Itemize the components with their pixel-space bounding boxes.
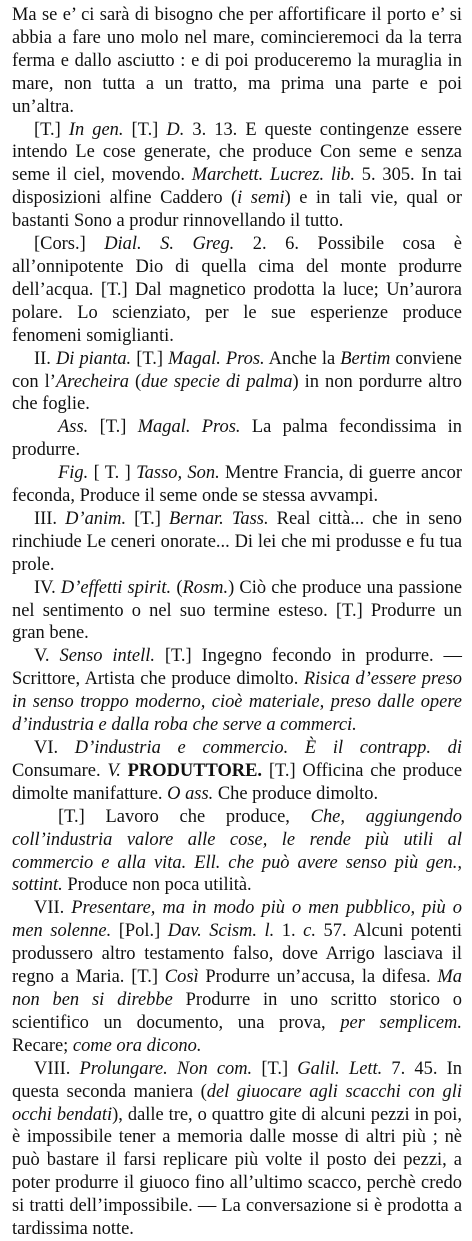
text-segment: Risica d’essere preso in senso troppo moderno, cioè materiale, preso dalle opere d’industria e dalla roba che serve a commerci. — [12, 668, 462, 735]
text-segment: ( — [128, 370, 142, 391]
text-segment: [T.] Officina che produce dimolte manifatture. — [12, 759, 462, 803]
text-segment: VIII. — [34, 1057, 80, 1078]
text-segment: Di pianta. — [55, 347, 132, 368]
text-segment: Ma se e’ ci sarà di bisogno che per affortificare il porto e’ si abbia a fare uno molo nel mare, comincieremoci da la terra ferma e dallo asciutto : e di poi produceremo la muraglia in mare, non tutta a un tratto, ma prima una parte e poi un’altra. — [12, 4, 462, 116]
entry-paragraph — [12, 118, 462, 233]
text-segment: Tasso, Son. — [136, 462, 220, 483]
entry-paragraph — [12, 805, 462, 897]
entry-paragraph — [12, 896, 462, 1056]
text-segment: Produce non poca utilità. — [62, 874, 252, 895]
text-segment: PRODUTTORE. — [120, 759, 263, 780]
text-segment: [T.] Lavoro che produce, — [58, 805, 311, 826]
text-segment: Galil. Lett. — [297, 1057, 383, 1078]
text-segment: Consumare. — [12, 759, 108, 780]
text-segment: Rosm. — [182, 576, 229, 597]
text-segment: Produrre un’accusa, la difesa. — [198, 966, 438, 987]
entry-paragraph — [12, 232, 462, 347]
text-segment: V. — [107, 759, 121, 780]
text-segment: Anche la — [264, 347, 341, 368]
text-segment: [T.] Ingegno fecondo in produrre. — Scrittore, Artista che produce dimolto. — [12, 645, 462, 689]
text-segment: La palma fecondissima in produrre. — [12, 416, 462, 460]
text-segment: II. — [34, 347, 56, 368]
text-segment: Dial. S. Greg. — [104, 233, 235, 254]
text-segment: ), dalle tre, o quattro gite di alcuni pezzi in poi, è impossibile tener a memoria dalle mosse di altri più ; nè può bastare il farsi replicare più volte il posto dei pezzi, a poter produrre il giuoco fino all’ultimo scacco, perchè credo si tratti dell’impossibile. — La conversazione si è prodotta a tardissima notte. — [12, 1103, 462, 1239]
text-segment: Magal. Pros. — [168, 347, 265, 368]
text-segment: Così — [164, 966, 199, 987]
text-segment: ) Ciò che produce una passione nel sentimento o nel suo termine esteso. [T.] Produrre un gran bene. — [12, 576, 462, 643]
text-segment: Bernar. Tass. — [168, 507, 269, 528]
text-segment: Mentre Francia, di guerre ancor feconda, Produce il seme onde se stessa avvampi. — [12, 462, 462, 506]
text-segment: 57. Alcuni potenti produssero altro testamento falso, dove Arrigo lasciava il regno a Maria. [T.] — [12, 920, 463, 987]
text-segment: due specie di palma — [141, 370, 293, 391]
text-segment: del giuocare agli scacchi con gli occhi bendati — [12, 1080, 463, 1124]
text-segment: Prolungare. Non com. — [79, 1057, 253, 1078]
text-segment: Ma non ben si direbbe — [12, 966, 462, 1009]
text-segment: IV. — [34, 576, 61, 597]
text-segment: 7. 45. In questa seconda maniera ( — [12, 1057, 462, 1101]
entry-paragraph — [12, 507, 462, 576]
text-segment: V. — [34, 645, 60, 666]
text-segment: [Cors.] — [34, 233, 105, 254]
text-segment: Dav. Scism. l. — [167, 920, 275, 941]
text-segment: Che produce dimolto. — [213, 782, 379, 803]
entry-paragraph — [12, 1057, 462, 1240]
text-segment: [ T. ] — [88, 462, 137, 483]
text-segment: D’anim. — [65, 507, 127, 528]
entry-paragraph — [12, 644, 462, 736]
text-segment: In gen. — [68, 118, 124, 139]
text-segment: [T.] — [123, 118, 167, 139]
text-segment: Recare; — [12, 1034, 73, 1055]
entry-paragraph — [12, 415, 462, 461]
text-segment: Magal. Pros. — [137, 416, 241, 437]
text-segment: Ass. — [58, 416, 89, 437]
entry-paragraph — [12, 347, 462, 416]
text-segment: III. — [34, 507, 66, 528]
text-segment: VI. — [34, 737, 75, 757]
text-segment: Arecheira — [55, 370, 129, 391]
text-segment: D’industria e commercio. È il contrapp. di — [74, 737, 462, 757]
text-segment: [T.] — [131, 347, 169, 368]
text-segment: Real città... che in seno rinchiude Le ceneri onorate... Di lei che mi produsse e fu tua prole. — [12, 507, 462, 574]
text-segment: Senso intell. — [59, 645, 155, 666]
text-segment: [T.] — [88, 416, 138, 437]
entry-paragraph — [12, 3, 462, 118]
text-segment: Marchett. Lucrez. lib. — [191, 164, 355, 185]
text-segment: conviene con l’ — [12, 347, 462, 391]
text-segment: Presentare, ma in modo più o men pubblico, più o men solenne. — [12, 897, 462, 941]
text-segment: Che, aggiungendo coll’industria valore alle cose, le rende più utili al commercio e alla vita. Ell. che può avere senso più gen., sottint. — [12, 805, 462, 895]
text-segment: 2. 6. Possibile cosa è all’onnipotente Dio di quella cima del monte produrre dell’acqua. [T.] Dal magnetico prodotta la luce; Un’aurora polare. Lo scienziato, per le sue esperienze produce fenomeni somiglianti. — [12, 233, 462, 345]
text-segment: ) in non pordurre altro che foglie. — [12, 370, 463, 414]
text-segment: per semplicem. — [340, 1011, 462, 1032]
text-segment: Bertim — [340, 347, 391, 368]
text-segment: Fig. — [58, 462, 89, 483]
text-segment: VII. — [34, 897, 72, 918]
entry-paragraph — [12, 461, 462, 507]
text-segment: ( — [171, 576, 183, 597]
entry-paragraph — [12, 736, 462, 805]
entry-paragraph — [12, 576, 462, 645]
text-segment: [T.] — [34, 118, 69, 139]
text-segment: c. — [303, 920, 316, 941]
text-segment: 3. 13. E queste contingenze essere intendo Le cose generate, che produce Con seme e senza seme il ciel, movendo. — [12, 118, 462, 185]
text-segment: i semi — [237, 187, 285, 208]
text-segment: [T.] — [252, 1057, 298, 1078]
text-segment: D’effetti spirit. — [60, 576, 172, 597]
text-segment: 1. — [274, 920, 304, 941]
text-segment: [T.] — [126, 507, 169, 528]
text-segment: Produrre in uno scritto storico o scientifico un documento, una prova, — [12, 988, 462, 1032]
text-segment: [Pol.] — [111, 920, 168, 941]
text-segment: come ora dicono. — [72, 1034, 202, 1055]
text-segment: ) e in tali vie, qual or bastanti Sono a produr rinnovellando il tutto. — [12, 187, 462, 231]
text-segment: D. — [166, 118, 185, 139]
text-segment: O ass. — [167, 782, 214, 803]
text-segment: 5. 305. In tai disposizioni alfine Caddero ( — [12, 164, 462, 208]
